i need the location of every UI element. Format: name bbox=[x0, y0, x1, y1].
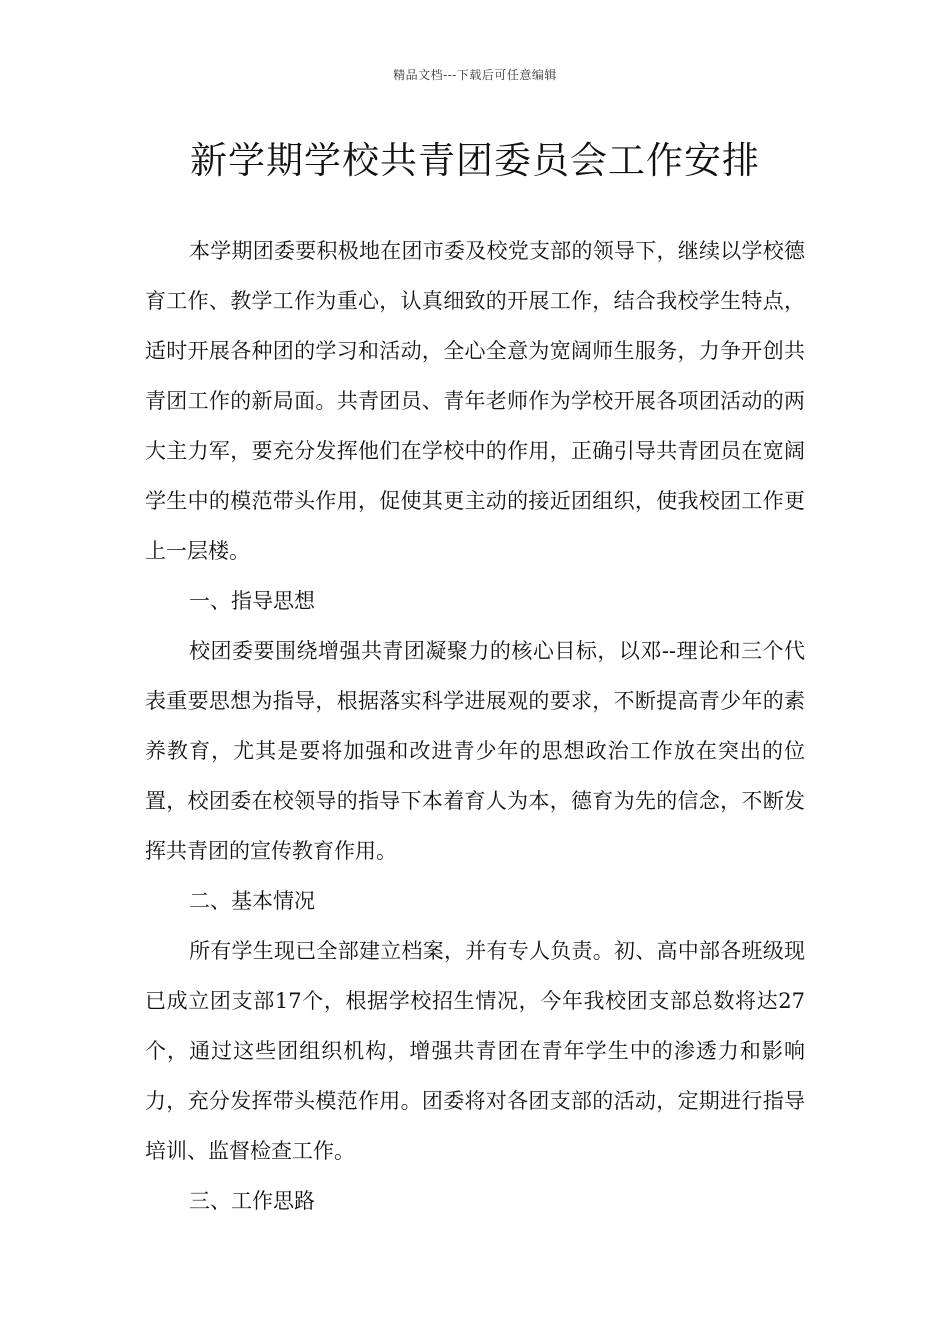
guiding-ideology-paragraph: 校团委要围绕增强共青团凝聚力的核心目标，以邓--理论和三个代表重要思想为指导，根据落实科学进展观的要求，不断提高青少年的素养教育，尤其是要将加强和改进青少年的思想政治工作放在突出的位置，校团委在校领导的指导下本着育人为本，德育为先的信念，不断发挥共青团的宣传教育作用。 bbox=[145, 639, 805, 863]
intro-paragraph: 本学期团委要积极地在团市委及校党支部的领导下，继续以学校德育工作、教学工作为重心，认真细致的开展工作，结合我校学生特点，适时开展各种团的学习和活动，全心全意为宽阔师生服务，力争开创共青团工作的新局面。共青团员、青年老师作为学校开展各项团活动的两大主力军，要充分发挥他们在学校中的作用，正确引导共青团员在宽阔学生中的模范带头作用，促使其更主动的接近团组织，使我校团工作更上一层楼。 bbox=[145, 239, 805, 563]
section-heading-basic-situation: 二、基本情况 bbox=[189, 889, 315, 913]
section-heading-work-approach: 三、工作思路 bbox=[189, 1189, 315, 1213]
basic-situation-paragraph: 所有学生现已全部建立档案，并有专人负责。初、高中部各班级现已成立团支部17个，根据学校招生情况，今年我校团支部总数将达27个，通过这些团组织机构，增强共青团在青年学生中的渗透力和影响力，充分发挥带头模范作用。团委将对各团支部的活动，定期进行指导培训、监督检查工作。 bbox=[145, 939, 805, 1163]
header-note: 精品文档---下载后可任意编辑 bbox=[393, 68, 557, 82]
document-title: 新学期学校共青团委员会工作安排 bbox=[190, 139, 760, 182]
section-heading-guiding-ideology: 一、指导思想 bbox=[189, 589, 315, 613]
document-body bbox=[145, 226, 805, 1226]
